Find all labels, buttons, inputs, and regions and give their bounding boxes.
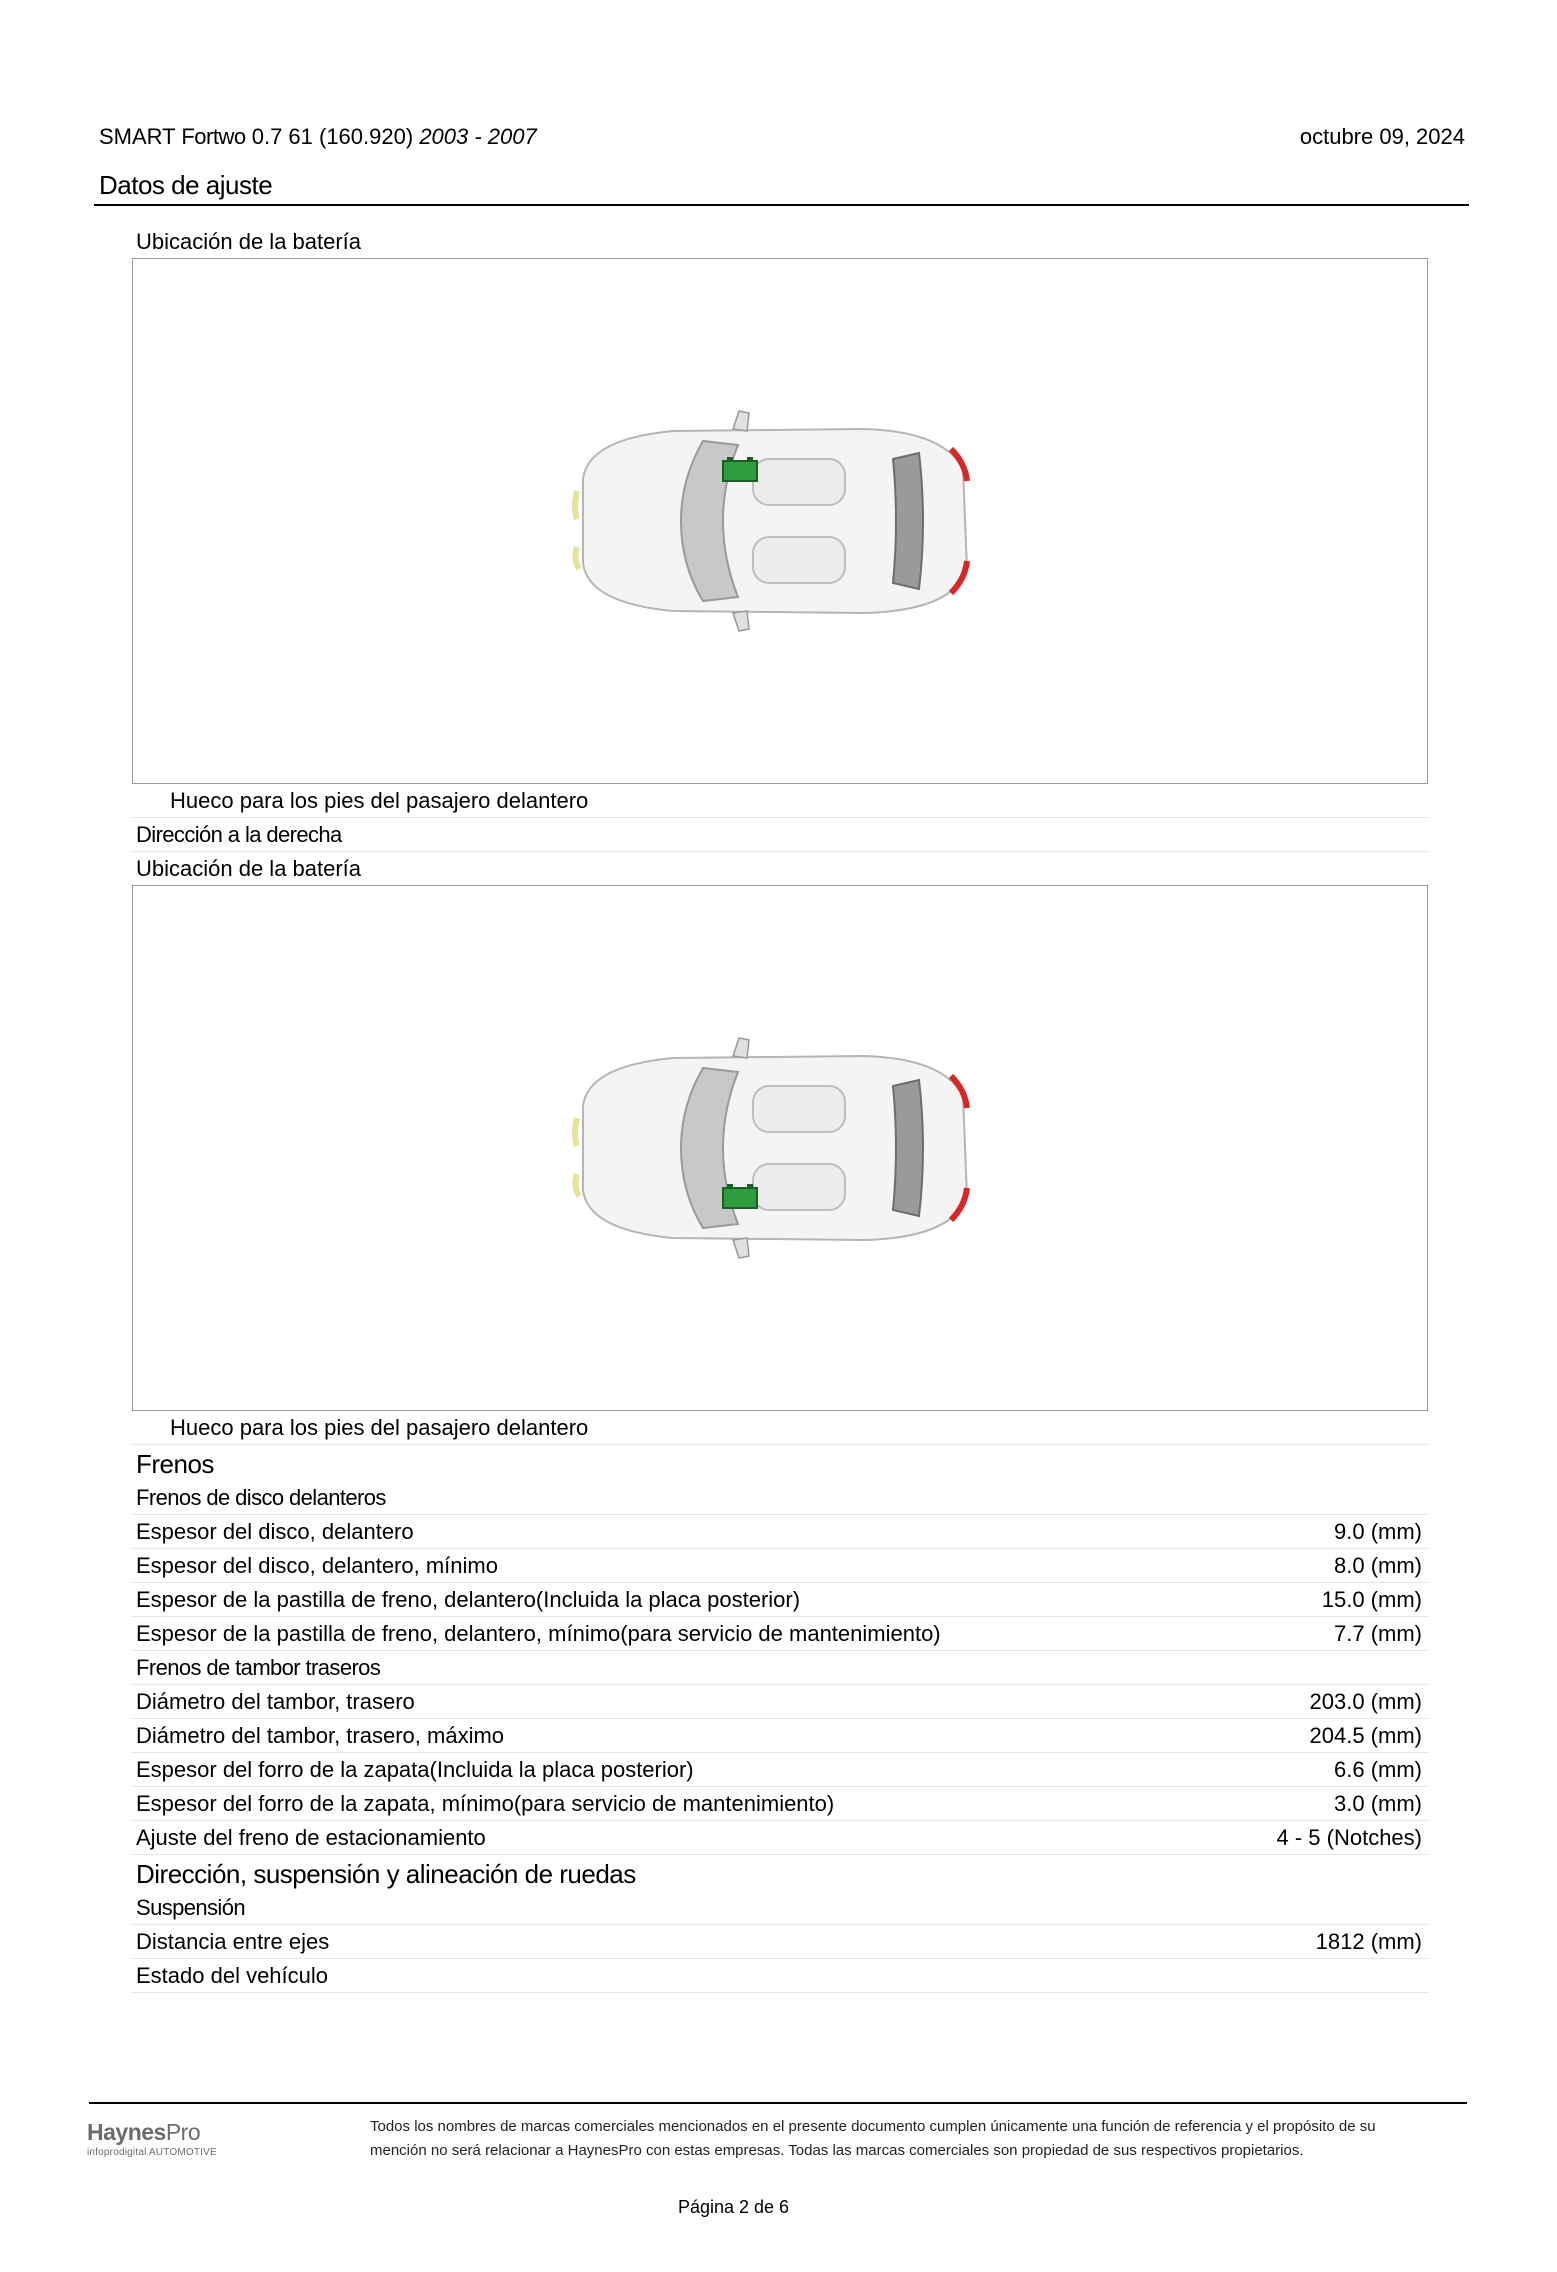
vehicle-make: SMART [99, 124, 176, 149]
table-row: Espesor del forro de la zapata(Incluida la placa posterior) 6.6 (mm) [132, 1753, 1428, 1787]
rear-drum-brakes-heading: Frenos de tambor traseros [132, 1651, 1428, 1685]
battery-caption-2: Hueco para los pies del pasajero delantero [132, 1411, 1428, 1445]
footer-divider [89, 2102, 1467, 2104]
table-row: Diámetro del tambor, trasero, máximo 204.5 (mm) [132, 1719, 1428, 1753]
steering-section-title: Dirección, suspensión y alineación de ruedas [136, 1859, 636, 1889]
battery-caption-1: Hueco para los pies del pasajero delantero [132, 784, 1428, 818]
car-topview-battery-right [133, 259, 1427, 783]
suspension-heading: Suspensión [132, 1891, 1428, 1925]
table-row: Espesor del disco, delantero 9.0 (mm) [132, 1515, 1428, 1549]
brakes-section-title: Frenos [136, 1449, 214, 1479]
page-title: Datos de ajuste [99, 170, 273, 200]
battery-location-label-1: Ubicación de la batería [136, 229, 362, 254]
vehicle-model: Fortwo [181, 124, 246, 149]
document-date: octubre 09, 2024 [1299, 124, 1465, 149]
table-row: Diámetro del tambor, trasero 203.0 (mm) [132, 1685, 1428, 1719]
vehicle-variant: 0.7 61 (160.920) [251, 124, 414, 149]
front-disc-brakes-heading: Frenos de disco delanteros [132, 1481, 1428, 1515]
right-hand-drive-heading: Dirección a la derecha [132, 818, 1428, 852]
battery-icon [723, 1188, 757, 1208]
haynespro-logo: HaynesPro infoprodigital AUTOMOTIVE [87, 2119, 217, 2158]
table-row: Ajuste del freno de estacionamiento 4 - 5 (Notches) [132, 1821, 1428, 1855]
car-topview-battery-left [133, 886, 1427, 1410]
footer-disclaimer: Todos los nombres de marcas comerciales mencionados en el presente documento cumplen únicamente una función de referencia y el propósito de su mención no será relacionar a HaynesPro con estas empresas. Todas las marcas comerciales son propiedad de sus respectivos propietarios. [370, 2118, 1376, 2159]
title-divider [94, 204, 1469, 206]
table-row: Espesor de la pastilla de freno, delantero, mínimo(para servicio de mantenimiento) 7.7 (mm) [132, 1617, 1428, 1651]
table-row: Espesor del disco, delantero, mínimo 8.0 (mm) [132, 1549, 1428, 1583]
headlight-icon [575, 491, 577, 519]
table-row: Distancia entre ejes 1812 (mm) [132, 1925, 1428, 1959]
table-row: Espesor de la pastilla de freno, delantero(Incluida la placa posterior) 15.0 (mm) [132, 1583, 1428, 1617]
battery-icon [723, 461, 757, 481]
page-number: Página 2 de 6 [677, 2197, 790, 2217]
battery-location-label-2: Ubicación de la batería [136, 856, 362, 881]
battery-location-image-2 [132, 885, 1428, 1411]
main-content [132, 225, 1428, 1993]
battery-location-image-1 [132, 258, 1428, 784]
table-row: Estado del vehículo [132, 1959, 1428, 1993]
table-row: Espesor del forro de la zapata, mínimo(para servicio de mantenimiento) 3.0 (mm) [132, 1787, 1428, 1821]
vehicle-years: 2003 - 2007 [419, 124, 537, 149]
document-header [99, 124, 537, 150]
